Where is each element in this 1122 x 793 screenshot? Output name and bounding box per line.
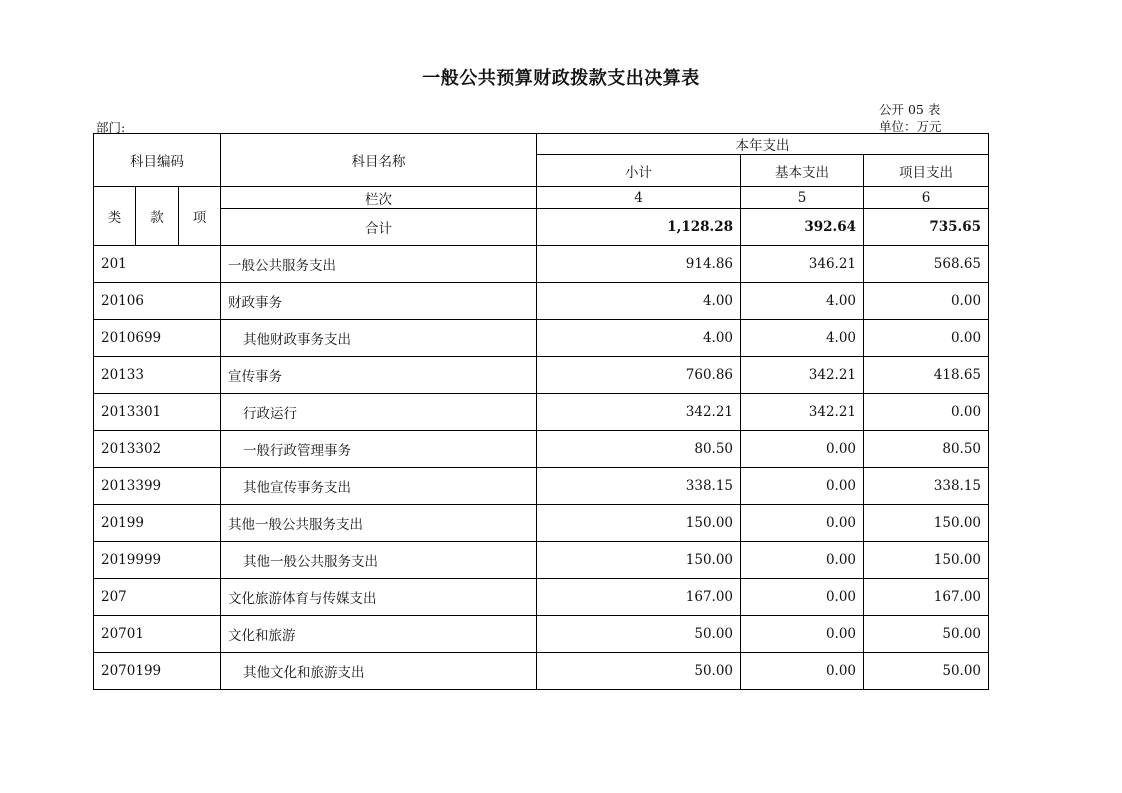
col-no-basic: 5 — [741, 187, 864, 209]
row-basic: 0.00 — [741, 653, 864, 690]
row-basic: 342.21 — [741, 394, 864, 431]
row-project: 50.00 — [864, 616, 989, 653]
row-code: 20199 — [94, 505, 221, 542]
row-basic: 0.00 — [741, 616, 864, 653]
header-subject-name: 科目名称 — [221, 134, 537, 187]
row-project: 167.00 — [864, 579, 989, 616]
col-no-project: 6 — [864, 187, 989, 209]
row-subtotal: 760.86 — [537, 357, 741, 394]
header-project: 项目支出 — [864, 155, 989, 187]
row-subtotal: 4.00 — [537, 283, 741, 320]
row-project: 150.00 — [864, 542, 989, 579]
row-subtotal: 338.15 — [537, 468, 741, 505]
row-subtotal: 167.00 — [537, 579, 741, 616]
row-subtotal: 342.21 — [537, 394, 741, 431]
total-basic: 392.64 — [741, 209, 864, 246]
expenditure-table — [93, 133, 989, 690]
row-name: 一般行政管理事务 — [221, 431, 537, 468]
header-column-index: 栏次 — [221, 187, 537, 209]
row-basic: 4.00 — [741, 283, 864, 320]
row-code: 2013301 — [94, 394, 221, 431]
row-code: 2013302 — [94, 431, 221, 468]
row-subtotal: 4.00 — [537, 320, 741, 357]
table-row — [94, 246, 989, 283]
row-basic: 0.00 — [741, 431, 864, 468]
row-subtotal: 80.50 — [537, 431, 741, 468]
table-row — [94, 394, 989, 431]
row-name: 其他文化和旅游支出 — [221, 653, 537, 690]
table-row — [94, 505, 989, 542]
row-name: 一般公共服务支出 — [221, 246, 537, 283]
row-project: 0.00 — [864, 283, 989, 320]
row-code: 20133 — [94, 357, 221, 394]
header-category: 类 — [94, 187, 136, 246]
row-basic: 342.21 — [741, 357, 864, 394]
row-basic: 0.00 — [741, 468, 864, 505]
row-code: 2070199 — [94, 653, 221, 690]
row-name: 其他财政事务支出 — [221, 320, 537, 357]
row-code: 20106 — [94, 283, 221, 320]
table-row — [94, 653, 989, 690]
table-row — [94, 579, 989, 616]
header-basic: 基本支出 — [741, 155, 864, 187]
row-project: 150.00 — [864, 505, 989, 542]
row-name: 财政事务 — [221, 283, 537, 320]
table-row — [94, 283, 989, 320]
row-name: 其他一般公共服务支出 — [221, 542, 537, 579]
row-subtotal: 150.00 — [537, 542, 741, 579]
row-project: 50.00 — [864, 653, 989, 690]
row-code: 2010699 — [94, 320, 221, 357]
table-row — [94, 431, 989, 468]
row-project: 0.00 — [864, 394, 989, 431]
row-name: 其他宣传事务支出 — [221, 468, 537, 505]
header-subtotal: 小计 — [537, 155, 741, 187]
row-basic: 0.00 — [741, 579, 864, 616]
header-subject-code: 科目编码 — [94, 134, 221, 187]
row-subtotal: 50.00 — [537, 653, 741, 690]
row-subtotal: 150.00 — [537, 505, 741, 542]
table-row — [94, 616, 989, 653]
row-subtotal: 50.00 — [537, 616, 741, 653]
table-row — [94, 357, 989, 394]
row-project: 0.00 — [864, 320, 989, 357]
row-code: 2019999 — [94, 542, 221, 579]
row-code: 20701 — [94, 616, 221, 653]
row-code: 207 — [94, 579, 221, 616]
table-row — [94, 320, 989, 357]
page-title: 一般公共预算财政拨款支出决算表 — [422, 68, 700, 89]
col-no-subtotal: 4 — [537, 187, 741, 209]
row-name: 行政运行 — [221, 394, 537, 431]
row-subtotal: 914.86 — [537, 246, 741, 283]
row-name: 宣传事务 — [221, 357, 537, 394]
unit-label: 单位：万元 — [879, 119, 942, 134]
row-code: 201 — [94, 246, 221, 283]
row-name: 文化和旅游 — [221, 616, 537, 653]
row-project: 338.15 — [864, 468, 989, 505]
row-basic: 0.00 — [741, 505, 864, 542]
row-basic: 4.00 — [741, 320, 864, 357]
row-project: 80.50 — [864, 431, 989, 468]
header-item: 项 — [179, 187, 221, 246]
form-code: 公开 05 表 — [879, 102, 941, 117]
table-row — [94, 542, 989, 579]
total-project: 735.65 — [864, 209, 989, 246]
total-label: 合计 — [221, 209, 537, 246]
row-name: 文化旅游体育与传媒支出 — [221, 579, 537, 616]
row-code: 2013399 — [94, 468, 221, 505]
total-subtotal: 1,128.28 — [537, 209, 741, 246]
department-label: 部门: — [96, 120, 126, 135]
row-basic: 346.21 — [741, 246, 864, 283]
table-row — [94, 468, 989, 505]
header-section: 款 — [136, 187, 179, 246]
row-name: 其他一般公共服务支出 — [221, 505, 537, 542]
row-basic: 0.00 — [741, 542, 864, 579]
row-project: 418.65 — [864, 357, 989, 394]
header-current-year-expenditure: 本年支出 — [537, 134, 989, 155]
row-project: 568.65 — [864, 246, 989, 283]
